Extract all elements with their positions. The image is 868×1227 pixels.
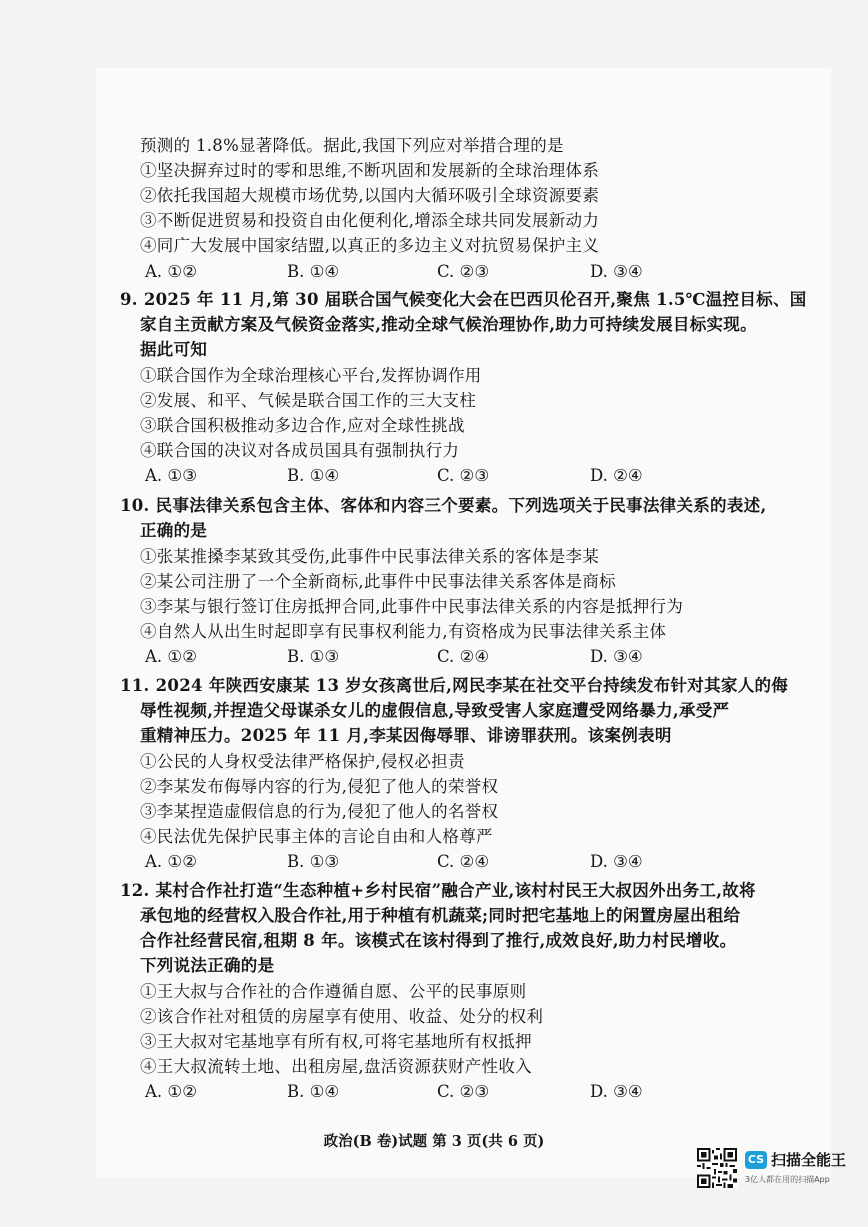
q12-stem-line-1: 12. 某村合作社打造“生态种植+乡村民宿”融合产业,该村村民王大叔因外出务工,故将	[120, 881, 756, 900]
q8-option-c: C. ②③	[437, 262, 490, 281]
q9-stem-line-3: 据此可知	[140, 340, 208, 359]
camscanner-tagline: 3亿人都在用的扫描App	[745, 1175, 830, 1184]
q12-option-b: B. ①④	[287, 1082, 340, 1101]
q8-item-3: ③不断促进贸易和投资自由化便利化,增添全球共同发展新动力	[140, 211, 600, 230]
q9-stem-line-2: 家自主贡献方案及气候资金落实,推动全球气候治理协作,助力可持续发展目标实现。	[140, 315, 757, 334]
q9-option-b: B. ①④	[287, 466, 340, 485]
q8-option-d: D. ③④	[590, 262, 643, 281]
q12-item-4: ④王大叔流转土地、出租房屋,盘活资源获财产性收入	[140, 1057, 532, 1076]
q12-option-d: D. ③④	[590, 1082, 643, 1101]
q12-item-1: ①王大叔与合作社的合作遵循自愿、公平的民事原则	[140, 982, 527, 1001]
q8-item-1: ①坚决摒弃过时的零和思维,不断巩固和发展新的全球治理体系	[140, 161, 600, 180]
q10-item-1: ①张某推搡李某致其受伤,此事件中民事法律关系的客体是李某	[140, 547, 600, 566]
q9-option-a: A. ①③	[145, 466, 197, 485]
scanner-watermark	[697, 1148, 857, 1194]
q9-option-d: D. ②④	[590, 466, 643, 485]
q8-stem-line: 预测的 1.8%显著降低。据此,我国下列应对举措合理的是	[140, 136, 564, 155]
q9-item-4: ④联合国的决议对各成员国具有强制执行力	[140, 441, 460, 460]
q12-option-a: A. ①②	[145, 1082, 197, 1101]
q10-stem-line-2: 正确的是	[140, 521, 208, 540]
q11-item-3: ③李某捏造虚假信息的行为,侵犯了他人的名誉权	[140, 802, 499, 821]
q9-item-2: ②发展、和平、气候是联合国工作的三大支柱	[140, 391, 476, 410]
q8-item-2: ②依托我国超大规模市场优势,以国内大循环吸引全球资源要素	[140, 186, 600, 205]
q11-item-4: ④民法优先保护民事主体的言论自由和人格尊严	[140, 827, 493, 846]
q10-option-c: C. ②④	[437, 647, 490, 666]
q11-item-2: ②李某发布侮辱内容的行为,侵犯了他人的荣誉权	[140, 777, 499, 796]
q12-item-2: ②该合作社对租赁的房屋享有使用、收益、处分的权利	[140, 1007, 544, 1026]
q11-stem-line-3: 重精神压力。2025 年 11 月,李某因侮辱罪、诽谤罪获刑。该案例表明	[140, 726, 672, 745]
q11-item-1: ①公民的人身权受法律严格保护,侵权必担责	[140, 752, 465, 771]
camscanner-logo: CS	[745, 1151, 767, 1169]
q8-item-4: ④同广大发展中国家结盟,以真正的多边主义对抗贸易保护主义	[140, 236, 600, 255]
q11-option-c: C. ②④	[437, 852, 490, 871]
q10-option-d: D. ③④	[590, 647, 643, 666]
q10-item-4: ④自然人从出生时起即享有民事权利能力,有资格成为民事法律关系主体	[140, 622, 667, 641]
q12-stem-line-4: 下列说法正确的是	[140, 956, 275, 975]
q10-item-2: ②某公司注册了一个全新商标,此事件中民事法律关系客体是商标	[140, 572, 616, 591]
q9-item-3: ③联合国积极推动多边合作,应对全球性挑战	[140, 416, 465, 435]
q11-stem-line-2: 辱性视频,并捏造父母谋杀女儿的虚假信息,导致受害人家庭遭受网络暴力,承受严	[140, 701, 730, 720]
q10-stem-line-1: 10. 民事法律关系包含主体、客体和内容三个要素。下列选项关于民事法律关系的表述,	[120, 496, 767, 515]
q12-item-3: ③王大叔对宅基地享有所有权,可将宅基地所有权抵押	[140, 1032, 532, 1051]
camscanner-name: 扫描全能王	[771, 1151, 847, 1169]
q10-item-3: ③李某与银行签订住房抵押合同,此事件中民事法律关系的内容是抵押行为	[140, 597, 684, 616]
q9-stem-line-1: 9. 2025 年 11 月,第 30 届联合国气候变化大会在巴西贝伦召开,聚焦 1.5℃温控目标、国	[120, 290, 807, 309]
q9-option-c: C. ②③	[437, 466, 490, 485]
q10-option-a: A. ①②	[145, 647, 197, 666]
q11-stem-line-1: 11. 2024 年陕西安康某 13 岁女孩离世后,网民李某在社交平台持续发布针对其家人的侮	[120, 676, 789, 695]
q8-option-b: B. ①④	[287, 262, 340, 281]
q9-item-1: ①联合国作为全球治理核心平台,发挥协调作用	[140, 366, 482, 385]
q10-option-b: B. ①③	[287, 647, 340, 666]
q11-option-b: B. ①③	[287, 852, 340, 871]
q8-option-a: A. ①②	[145, 262, 197, 281]
q11-option-d: D. ③④	[590, 852, 643, 871]
q11-option-a: A. ①②	[145, 852, 197, 871]
q12-stem-line-2: 承包地的经营权入股合作社,用于种植有机蔬菜;同时把宅基地上的闲置房屋出租给	[140, 906, 741, 925]
q12-stem-line-3: 合作社经营民宿,租期 8 年。该模式在该村得到了推行,成效良好,助力村民增收。	[140, 931, 737, 950]
q12-option-c: C. ②③	[437, 1082, 490, 1101]
page-footer: 政治(B 卷)试题 第 3 页(共 6 页)	[323, 1133, 545, 1150]
qr-code-icon	[697, 1148, 737, 1188]
